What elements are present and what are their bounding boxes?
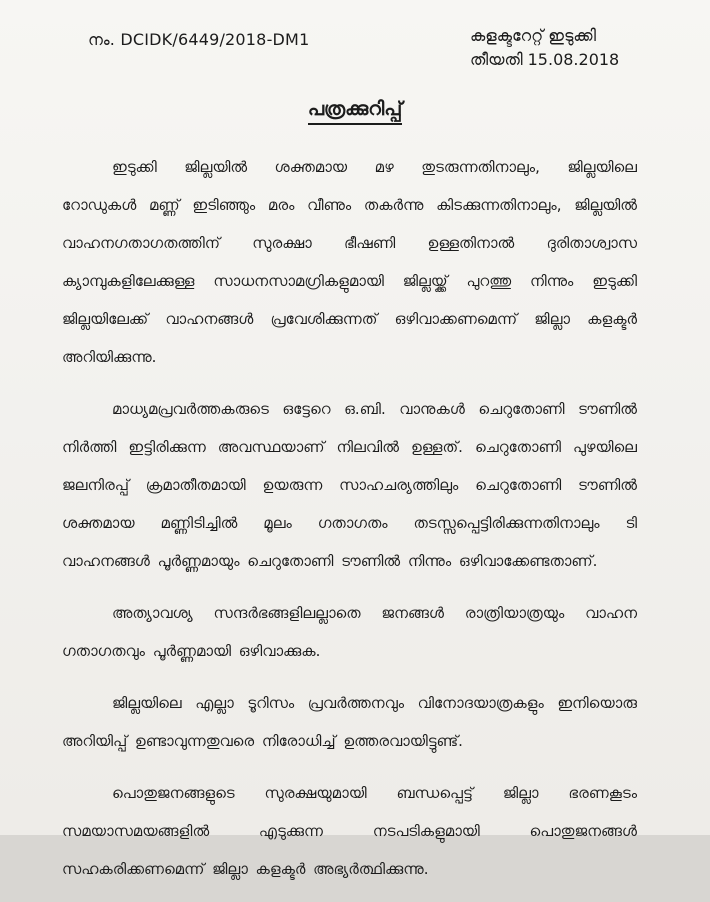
document-date: തീയതി 15.08.2018 <box>470 50 620 69</box>
document-title <box>0 98 710 120</box>
reference-number: നം. DCIDK/6449/2018-DM1 <box>88 30 310 49</box>
title-text: പത്രക്കുറിപ്പ് <box>308 98 402 125</box>
header-right <box>470 24 619 72</box>
paragraph-4: ജില്ലയിലെ എല്ലാ ടൂറിസം പ്രവർത്തനവും വിനോദയാത്രകളും ഇനിയൊരു അറിയിപ്പ് ഉണ്ടാവുന്നതുവരെ നിരോധിച്ച് ഉത്തരവായിട്ടുണ്ട്. <box>62 694 637 750</box>
document-body <box>62 148 637 902</box>
paragraph-3: അത്യാവശ്യ സന്ദർഭങ്ങളിലല്ലാതെ ജനങ്ങൾ രാത്രിയാത്രയും വാഹന ഗതാഗതവും പൂർണ്ണമായി ഒഴിവാക്കുക. <box>62 604 637 660</box>
office-name: കളക്ടറേറ്റ് ഇടുക്കി <box>470 26 596 45</box>
paragraph-2: മാധ്യമപ്രവർത്തകരുടെ ഒട്ടേറെ ഒ.ബി. വാനുകൾ ചെറുതോണി ടൗണിൽ നിർത്തി ഇട്ടിരിക്കുന്ന അവസ്ഥയാണ് നിലവിൽ ഉള്ളത്. ചെറുതോണി പുഴയിലെ ജലനിരപ്പ് ക്രമാതീതമായി ഉയരുന്ന സാഹചര്യത്തിലും ചെറുതോണി ടൗണിൽ ശക്തമായ മണ്ണിടിച്ചിൽ മൂലം ഗതാഗതം തടസ്സപ്പെട്ടിരിക്കുന്നതിനാലും ടി വാഹനങ്ങൾ പൂർണ്ണമായും ചെറുതോണി ടൗണിൽ നിന്നും ഒഴിവാക്കേണ്ടതാണ്. <box>62 400 637 570</box>
paragraph-5: പൊതുജനങ്ങളുടെ സുരക്ഷയുമായി ബന്ധപ്പെട്ട് ജില്ലാ ഭരണകൂടം സമയാസമയങ്ങളിൽ എടുക്കുന്ന നടപടികളുമായി പൊതുജനങ്ങൾ സഹകരിക്കണമെന്ന് ജില്ലാ കളക്ടർ അഭ്യർത്ഥിക്കുന്നു. <box>62 784 637 878</box>
paragraph-1: ഇടുക്കി ജില്ലയിൽ ശക്തമായ മഴ തുടരുന്നതിനാലും, ജില്ലയിലെ റോഡുകൾ മണ്ണ് ഇടിഞ്ഞും മരം വീണും തകർന്നു കിടക്കുന്നതിനാലും, ജില്ലയിൽ വാഹനഗതാഗതത്തിന് സുരക്ഷാ ഭീഷണി ഉള്ളതിനാൽ ദുരിതാശ്വാസ ക്യാമ്പുകളിലേക്കുള്ള സാധനസാമഗ്രികളുമായി ജില്ലയ്ക്ക് പുറത്തു നിന്നും ഇടുക്കി ജില്ലയിലേക്ക് വാഹനങ്ങൾ പ്രവേശിക്കുന്നത് ഒഴിവാക്കണമെന്ന് ജില്ലാ കളക്ടർ അറിയിക്കുന്നു. <box>62 158 637 366</box>
